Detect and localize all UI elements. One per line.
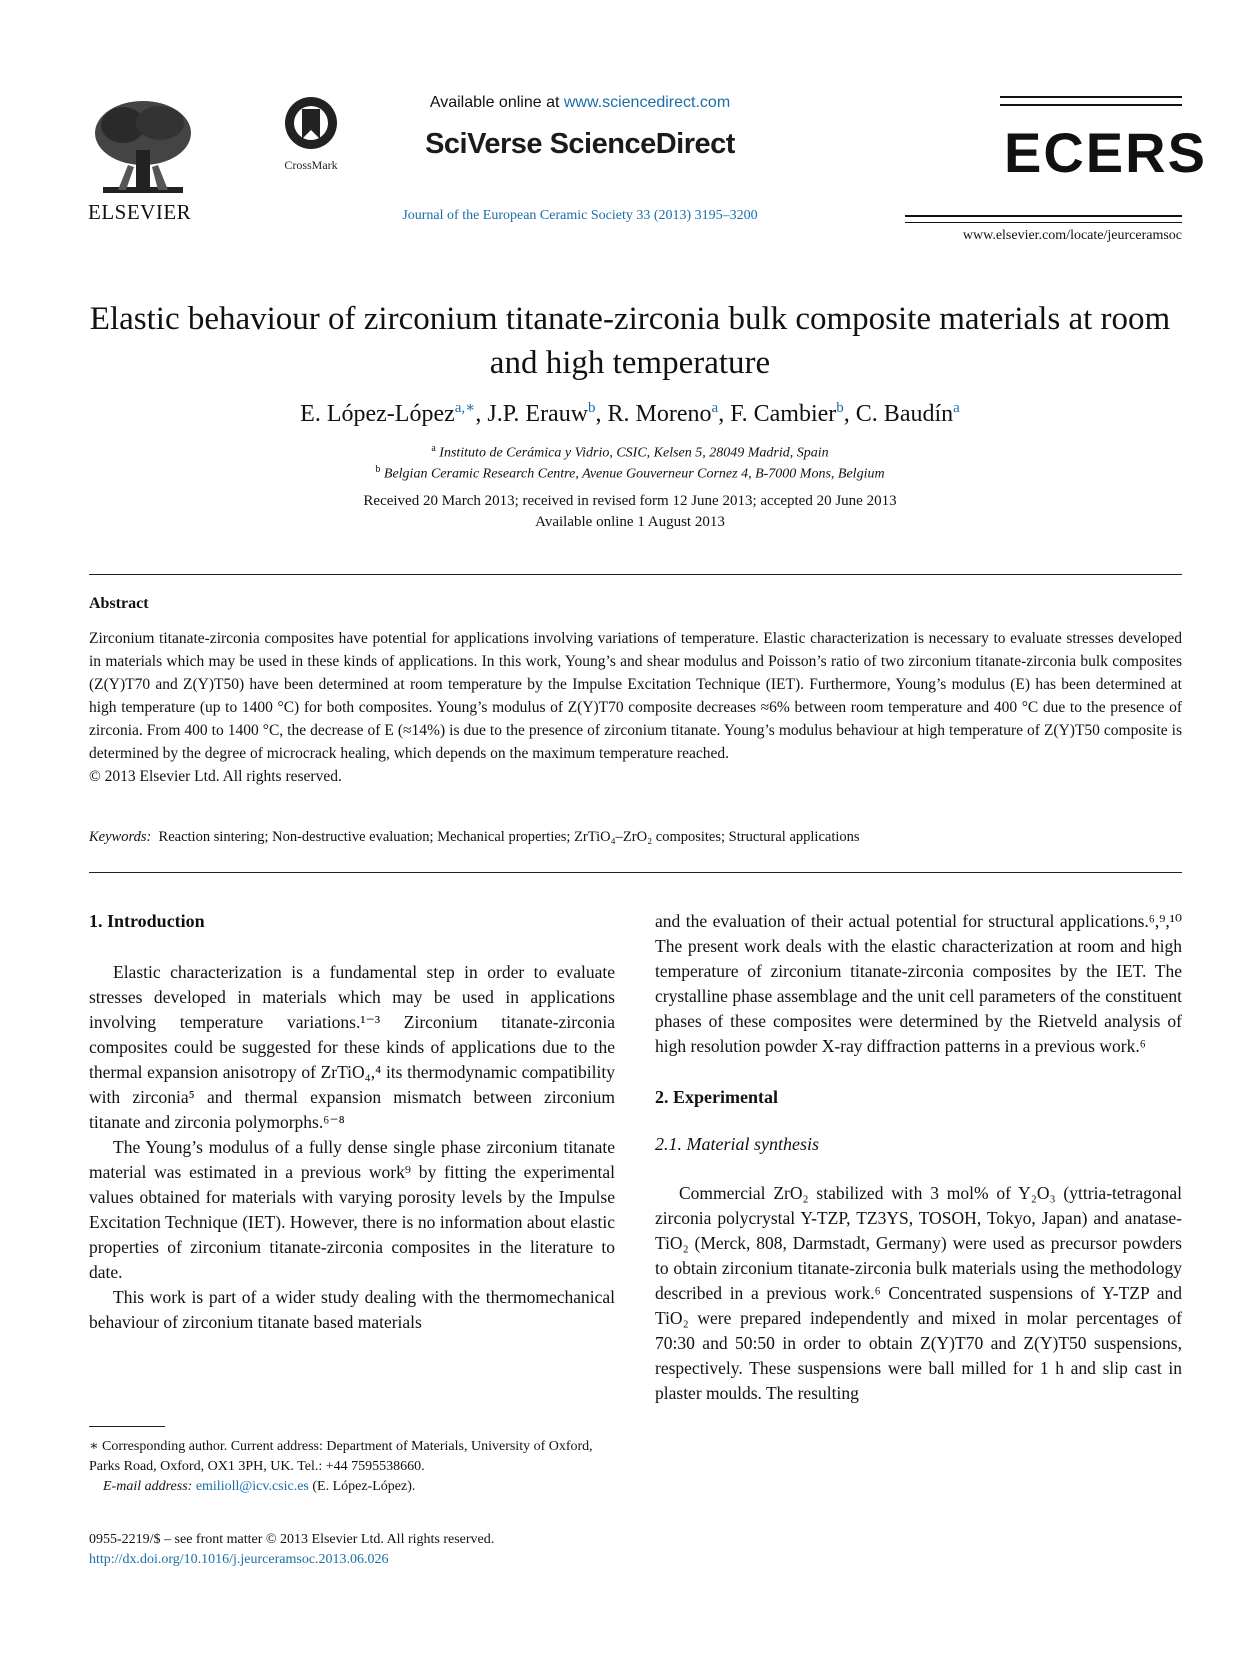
affiliation-b: [80, 464, 1180, 483]
author-affil-marker[interactable]: b: [588, 400, 596, 416]
left-column: [89, 909, 615, 1335]
available-online-date: Available online 1 August 2013: [535, 514, 725, 530]
abstract-bottom-rule: [89, 872, 1182, 873]
abstract-body: [89, 627, 1182, 788]
doi-link[interactable]: http://dx.doi.org/10.1016/j.jeurceramsoc.2013.06.026: [89, 1552, 389, 1567]
abstract-heading: Abstract: [89, 595, 149, 612]
section-heading-experimental: 2. Experimental: [655, 1087, 778, 1107]
keywords-list: Reaction sintering; Non-destructive evaluation; Mechanical properties; ZrTiO₄–ZrO₂ composites; Structural applications: [158, 829, 860, 845]
front-matter-info: [89, 1530, 689, 1570]
available-prefix: Available online at: [429, 94, 564, 111]
email-label: E-mail address:: [103, 1479, 193, 1494]
abstract-text: Zirconium titanate-zirconia composites have potential for applications involving variations of temperature. Elastic characterization is necessary to evaluate stresses developed in materials which may be used in these kinds of applications. In this work, Young’s and shear modulus and Poisson’s ratio of two zirconium titanate-zirconia bulk composites (Z(Y)T70 and Z(Y)T50) have been determined at room temperature by the Impulse Excitation Technique (IET). Furthermore, Young’s modulus (E) has been determined at high temperature (up to 1400 °C) for both composites. Young’s modulus of Z(Y)T70 composite decreases ≈6% between room temperature and 400 °C due to the presence of zirconia. From 400 to 1400 °C, the decrease of E (≈14%) is due to the presence of zirconium titanate. Young’s modulus behaviour at high temperature of Z(Y)T50 composite is determined by the degree of microcrack healing, which depends on the maximum temperature reached.: [89, 630, 1182, 762]
ecers-logo-text: ECERS: [1004, 121, 1207, 184]
paragraph: Elastic characterization is a fundamental step in order to evaluate stresses developed in materials which may be used in applications involving temperature variations.¹⁻³ Zirconium titanate-zirconia composites could be suggested for these kinds of applications due to the thermal expansion anisotropy of ZrTiO₄,⁴ its thermodynamic compatibility with zirconia⁵ and thermal expansion mismatch between zirconium titanate and zirconia polymorphs.⁶⁻⁸: [89, 962, 615, 1132]
paragraph: The Young’s modulus of a fully dense single phase zirconium titanate material was estimated in a previous work⁹ by fitting the experimental values obtained for materials with varying porosity levels by the Impulse Excitation Technique (IET). However, there is no information about elastic properties of zirconium titanate-zirconia composites in the literature to date.: [89, 1137, 615, 1282]
author-name: E. López-López: [300, 401, 455, 427]
crossmark-label: CrossMark: [284, 158, 338, 172]
section-heading-introduction: 1. Introduction: [89, 911, 205, 931]
author-name: J.P. Erauw: [487, 401, 589, 427]
journal-reference-link[interactable]: Journal of the European Ceramic Society 33 (2013) 3195–3200: [402, 208, 758, 223]
paragraph: Commercial ZrO₂ stabilized with 3 mol% of Y₂O₃ (yttria-tetragonal zirconia polycrystal Y-TZP, TZ3YS, TOSOH, Tokyo, Japan) and anatase-TiO₂ (Merck, 808, Darmstadt, Germany) were used as precursor powders to obtain zirconium titanate-zirconia bulk materials using the methodology described in a previous work.⁶ Concentrated suspensions of Y-TZP and TiO₂ were prepared independently and mixed in molar percentages of 70:30 and 50:50 in order to obtain Z(Y)T70 and Z(Y)T50 suspensions, respectively. These suspensions were ball milled for 1 h and slip cast in plaster moulds. The resulting: [655, 1183, 1182, 1403]
affiliation-marker: a: [431, 443, 436, 454]
author-affil-marker[interactable]: a: [711, 400, 719, 416]
email-link[interactable]: emilioll@icv.csic.es: [195, 1479, 309, 1494]
subsection-heading-material-synthesis: 2.1. Material synthesis: [655, 1134, 819, 1154]
author-name: R. Moreno: [607, 401, 712, 427]
corresponding-author-footnote: [89, 1437, 615, 1497]
elsevier-wordmark: ELSEVIER: [88, 200, 192, 224]
abstract-copyright: © 2013 Elsevier Ltd. All rights reserved.: [89, 768, 342, 785]
author-list: E. López-López$^{a,∗}$, J.P. Erauw$^b$, R. Moreno$^a$, F. Cambier$^b$, C. Baudín$^a$: [300, 400, 960, 427]
keywords-label: Keywords:: [89, 829, 152, 845]
paragraph: and the evaluation of their actual potential for structural applications.⁶,⁹,¹⁰ The present work deals with the elastic characterization at room and high temperature of zirconium titanate-zirconia composites by the IET. The crystalline phase assemblage and the unit cell parameters of the constituent phases of these composites were determined by the Rietveld analysis of high resolution powder X-ray diffraction patterns in a previous work.⁶: [655, 911, 1182, 1056]
ecers-logo: [1004, 121, 1207, 184]
email-suffix: (E. López-López).: [312, 1479, 416, 1494]
header-rule: [905, 215, 1182, 223]
journal-homepage-link[interactable]: www.elsevier.com/locate/jeurceramsoc: [962, 228, 1182, 243]
right-column: [655, 909, 1182, 1406]
footnote-rule: [89, 1426, 165, 1427]
affiliation-text: Belgian Ceramic Research Centre, Avenue Gouverneur Cornez 4, B-7000 Mons, Belgium: [383, 466, 885, 482]
author-affil-marker[interactable]: b: [836, 400, 844, 416]
received-dates: Received 20 March 2013; received in revised form 12 June 2013; accepted 20 June 2013: [363, 493, 897, 509]
crossmark-badge[interactable]: [276, 95, 346, 173]
issn-line: 0955-2219/$ – see front matter © 2013 Elsevier Ltd. All rights reserved.: [89, 1532, 495, 1547]
available-online-line: [380, 94, 780, 112]
abstract-top-rule: [89, 574, 1182, 575]
platform-wordmark: SciVerse ScienceDirect: [425, 128, 735, 160]
affiliation-marker: b: [375, 464, 381, 475]
header-double-rule: [1000, 96, 1182, 106]
paragraph: This work is part of a wider study dealing with the thermomechanical behaviour of zirconium titanate based materials: [89, 1287, 615, 1332]
keywords-line: [89, 829, 1182, 846]
author-name: F. Cambier: [730, 401, 837, 427]
article-title: Elastic behaviour of zirconium titanate-zirconia bulk composite materials at room and high temperature: [89, 301, 1171, 381]
author-name: C. Baudín: [855, 401, 954, 427]
sciencedirect-link[interactable]: www.sciencedirect.com: [563, 94, 731, 111]
crossmark-icon: [283, 95, 339, 151]
affiliation-text: Instituto de Cerámica y Vidrio, CSIC, Kelsen 5, 28049 Madrid, Spain: [439, 445, 829, 461]
author-affil-marker[interactable]: a: [953, 400, 960, 416]
author-affil-marker[interactable]: a,∗: [454, 400, 476, 416]
affiliation-a: [80, 443, 1180, 462]
footnote-text: ∗ Corresponding author. Current address: Department of Materials, University of Oxford, Parks Road, Oxford, OX1 3PH, UK. Tel.: +44 7595538660.: [89, 1439, 593, 1474]
